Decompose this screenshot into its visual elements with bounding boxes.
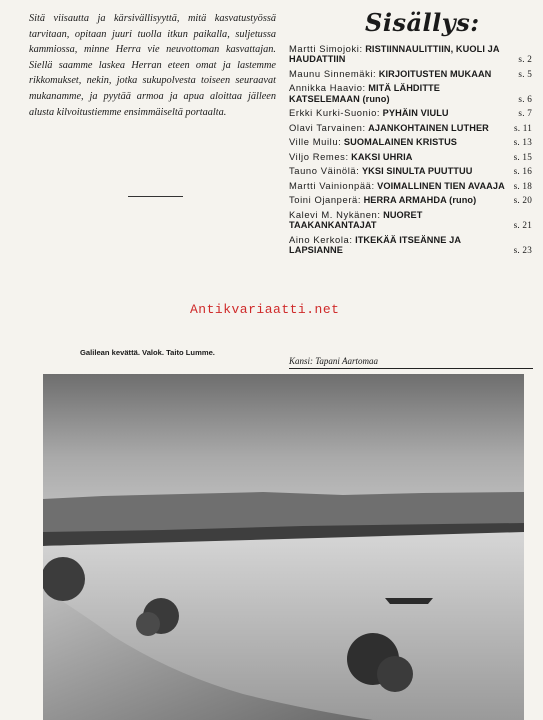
toc-author: Kalevi M. Nykänen:: [289, 208, 381, 220]
landscape-photo: [43, 374, 524, 720]
toc-entry[interactable]: [289, 137, 532, 147]
toc-author: Maunu Sinnemäki:: [289, 67, 377, 79]
toc-page-number: s. 15: [513, 151, 532, 162]
toc-title: Sisällys:: [365, 8, 480, 37]
toc-author: Aino Kerkola:: [289, 233, 353, 245]
watermark-text: Antikvariaatti.net: [190, 302, 340, 317]
toc-entry[interactable]: [289, 123, 532, 133]
toc-author: Viljo Remes:: [289, 150, 349, 162]
toc-page-number: s. 13: [513, 137, 532, 148]
toc-article-title: HERRA ARMAHDA (runo): [363, 195, 477, 206]
shrub: [377, 656, 413, 692]
toc-article-title: MITÄ LÄHDITTE KATSELEMAAN (runo): [289, 83, 440, 104]
toc-article-title: NUORET TAAKANKANTAJAT: [289, 209, 423, 231]
toc-page-number: s. 20: [513, 195, 532, 206]
toc-entry[interactable]: [289, 152, 532, 162]
toc-entry[interactable]: [289, 235, 532, 256]
toc-page-number: s. 18: [513, 180, 532, 191]
toc-page-number: s. 2: [518, 54, 532, 65]
toc-author: Martti Simojoki:: [289, 43, 363, 54]
toc-entry[interactable]: [289, 210, 532, 231]
toc-author: Tauno Väinölä:: [289, 165, 360, 177]
toc-page-number: s. 5: [518, 68, 532, 79]
toc-page-number: s. 16: [513, 166, 532, 177]
toc-page-number: s. 23: [513, 245, 532, 256]
toc-page-number: s. 21: [513, 220, 532, 231]
boat: [385, 598, 433, 604]
toc-entry[interactable]: [289, 166, 532, 176]
cover-credit: Kansi: Tapani Aartomaa: [289, 356, 379, 366]
shrub: [136, 612, 160, 636]
table-of-contents: [289, 44, 532, 260]
photo-caption: Galilean kevättä. Valok. Taito Lumme.: [80, 348, 215, 357]
section-divider: [128, 196, 183, 197]
toc-author: Martti Vainionpää:: [289, 179, 375, 191]
toc-author: Olavi Tarvainen:: [289, 121, 366, 133]
toc-page-number: s. 7: [518, 108, 532, 119]
toc-entry[interactable]: [289, 69, 532, 79]
toc-article-title: KIRJOITUSTEN MUKAAN: [378, 68, 492, 79]
toc-author: Erkki Kurki-Suonio:: [289, 107, 381, 119]
toc-article-title: ITKEKÄÄ ITSEÄNNE JA LAPSIANNE: [289, 234, 461, 256]
toc-entry[interactable]: [289, 44, 532, 65]
toc-article-title: VOIMALLINEN TIEN AVAAJA: [377, 180, 505, 191]
toc-article-title: YKSI SINULTA PUUTTUU: [361, 166, 473, 177]
toc-author: Ville Muilu:: [289, 136, 342, 148]
toc-entry[interactable]: [289, 108, 532, 118]
toc-article-title: AJANKOHTAINEN LUTHER: [368, 122, 489, 133]
toc-article-title: PYHÄIN VIULU: [382, 108, 449, 119]
toc-author: Toini Ojanperä:: [289, 194, 362, 206]
toc-entry[interactable]: [289, 181, 532, 191]
toc-article-title: SUOMALAINEN KRISTUS: [343, 137, 458, 148]
toc-page-number: s. 11: [513, 122, 532, 133]
shrub: [43, 557, 85, 601]
toc-bottom-rule: [289, 368, 533, 369]
intro-paragraph: Sitä viisautta ja kärsivällisyyttä, mitä kasvatustyössä tarvitaan, opitaan juuri tuolla itkun paikalla, suljetussa kammiossa, minne Herra vie neuvottoman kasvattajan. Siellä saamme laskea Herran eteen omat ja lastemme rikkomukset, nekin, jotka sukupolvesta toiseen seuraavat mukanamme, ja pyytää armoa ja apua aloittaa jälleen alusta kilvoitustiemme ensimmäiseltä portaalta.: [29, 13, 276, 118]
toc-page-number: s. 6: [518, 93, 532, 104]
toc-entry[interactable]: [289, 195, 532, 205]
toc-article-title: KAKSI UHRIA: [351, 151, 413, 162]
toc-author: Annikka Haavio:: [289, 82, 366, 94]
toc-article-title: RISTIINNAULITTIIN, KUOLI JA HAUDATTIIN: [289, 44, 500, 65]
toc-entry[interactable]: [289, 83, 532, 104]
